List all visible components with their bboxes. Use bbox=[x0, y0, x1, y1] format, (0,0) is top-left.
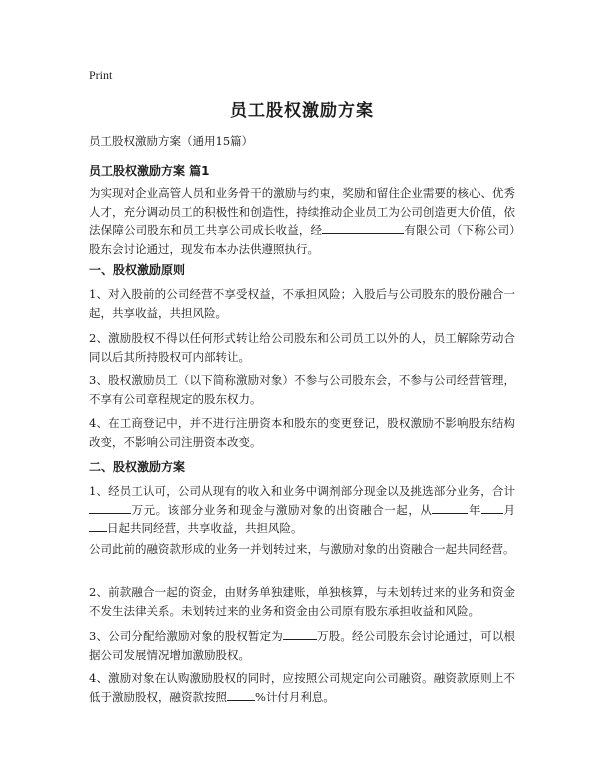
document-subtitle: 员工股权激励方案（通用15篇） bbox=[89, 134, 254, 148]
article-heading: 员工股权激励方案 篇1 bbox=[89, 164, 210, 178]
blank-company-name bbox=[322, 221, 404, 234]
plan-item-4-text-1: 4、激励对象在认购激励股权的同时，应按照公司规定向公司融资。融资款原则上不低于激励股权，融资款按照 bbox=[89, 671, 515, 704]
principle-item-2: 2、激励股权不得以任何形式转让给公司股东和公司员工以外的人，员工解除劳动合同以后其所持股权可内部转让。 bbox=[89, 331, 515, 364]
blank-share-count bbox=[283, 627, 317, 640]
plan-item-2: 2、前款融合一起的资金，由财务单独建账，单独核算，与未划转过来的业务和资金不发生法律关系。未划转过来的业务和资金由公司原有股东承担收益和风险。 bbox=[89, 585, 515, 618]
plan-item-1-text-3: 年 bbox=[468, 502, 481, 517]
blank-day bbox=[89, 519, 107, 532]
plan-item-3-text-1: 3、公司分配给激励对象的股权暂定为 bbox=[89, 629, 283, 643]
blank-year bbox=[432, 501, 468, 514]
section-heading-principles: 一、股权激励原则 bbox=[89, 263, 186, 277]
plan-item-3 bbox=[89, 627, 515, 664]
plan-item-4-text-2: %计付月利息。 bbox=[255, 689, 335, 704]
document-title: 员工股权激励方案 bbox=[230, 101, 374, 121]
plan-item-1 bbox=[89, 482, 515, 538]
plan-item-1-text-1: 1、经员工认可，公司从现有的收入和业务中调剂部分现金以及挑选部分业务，合计 bbox=[89, 484, 515, 498]
intro-text-2: 有限公司（下称公司）股东会讨论通过，现发布本办法供遵照执行。 bbox=[89, 223, 516, 256]
plan-item-1-text-5: 日起共同经营，共享收益，共担风险。 bbox=[107, 521, 303, 535]
intro-text-1: 为实现对企业高管人员和业务骨干的激励与约束，奖励和留住企业需要的核心、优秀人才，充分调动员工的积极性和创造性，持续推动企业员工为公司创造更大价值，依法保障公司股东和员工共享公司成长收益，经 bbox=[89, 186, 515, 237]
plan-item-1-text-2: 万元。该部分业务和现金与激励对象的出资融合一起，从 bbox=[131, 502, 433, 517]
blank-interest-rate bbox=[227, 688, 255, 701]
plan-item-3-text-2: 万股。经公司股东会讨论通过，可以根据公司发展情况增加激励股权。 bbox=[89, 629, 515, 662]
section-heading-plan: 二、股权激励方案 bbox=[89, 460, 186, 474]
intro-paragraph bbox=[89, 184, 515, 258]
blank-amount bbox=[89, 501, 131, 514]
principle-item-3: 3、股权激励员工（以下简称激励对象）不参与公司股东会，不参与公司经营管理，不享有公司章程规定的股东权力。 bbox=[89, 373, 515, 406]
principle-item-4: 4、在工商登记中，并不进行注册资本和股东的变更登记，股权激励不影响股东结构改变，不影响公司注册资本改变。 bbox=[89, 416, 515, 449]
plan-item-4 bbox=[89, 669, 515, 706]
principle-item-1: 1、对入股前的公司经营不享受权益，不承担风险；入股后与公司股东的股份融合一起，共享收益，共担风险。 bbox=[89, 287, 515, 320]
blank-month bbox=[481, 501, 503, 514]
plan-item-1-note: 公司此前的融资款形成的业务一并划转过来，与激励对象的出资融合一起共同经营。 bbox=[89, 542, 515, 556]
plan-item-1-text-4: 月 bbox=[502, 502, 516, 517]
print-link[interactable]: Print bbox=[89, 68, 113, 82]
